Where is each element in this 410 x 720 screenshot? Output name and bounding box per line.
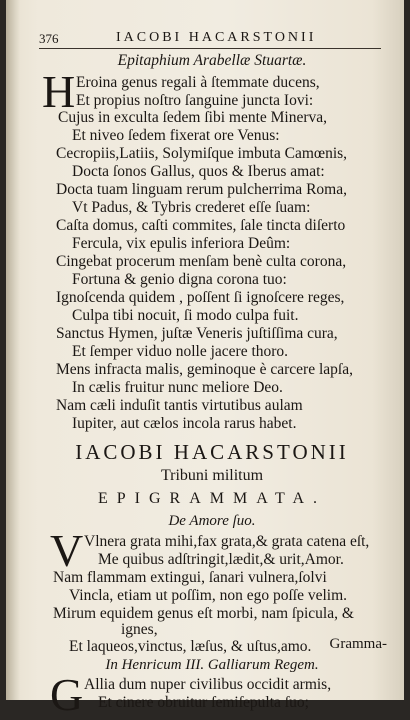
epitaph-line-5: Cecropiis,Latiis, Solymiſque imbuta Camœnis, [56,145,348,162]
epitaph-line-9: Caſta domus, caſti commites, ſale tincta diſerto [56,217,346,234]
author-subtitle: Tribuni militum [160,467,264,484]
epitaph-line-4: Et niveo ſedem fixerat ore Venus: [72,127,280,144]
poem1-dropcap: V [50,525,84,576]
running-title: IACOBI HACARSTONII [116,30,317,45]
epitaph-line-11: Cingebat procerum menſam benè culta corona, [56,253,347,270]
epitaph-line-3: Cujus in exculta ſedem ſibi mente Minerva, [58,109,328,126]
epitaph-title: Epitaphium Arabellæ Stuartæ. [117,52,307,69]
epitaph-line-10: Fercula, vix epulis inferiora Deûm: [72,235,291,252]
poem1-line-6: ignes, [121,621,158,638]
epigrammata-heading: EPIGRAMMATA. [97,490,327,507]
epitaph-line-18: In cælis fruitur nunc meliore Deo. [72,379,283,396]
epitaph-line-14: Culpa tibi nocuit, ſi modo culpa fuit. [72,307,299,324]
poem2-title: In Henricum III. Galliarum Regem. [105,657,319,673]
epitaph-line-15: Sanctus Hymen, juſtæ Veneris juſtiſſima cura, [56,325,338,342]
epitaph-line-7: Docta tuam linguam rerum pulcherrima Roma, [56,181,347,198]
epitaph-line-17: Mens infracta malis, geminoque è carcere lapſa, [56,361,353,378]
epitaph-line-12: Fortuna & genio digna corona tuo: [72,271,287,288]
epitaph-line-6: Docta ſonos Gallus, quos & Iberus amat: [72,163,325,180]
epitaph-line-19: Nam cæli induſit tantis virtutibus aulam [56,397,303,414]
poem2-line-1: Allia dum nuper civilibus occidit armis, [84,676,332,693]
header-rule [39,48,381,49]
poem1-line-2: Me quibus adſtringit,lædit,& urit,Amor. [98,551,344,568]
epitaph-line-20: Iupiter, aut cælos incola rarus habet. [72,415,297,432]
poem1-line-7: Et laqueos,vinctus, læſus, & uſtus,amo. [69,638,312,655]
epitaph-line-13: Ignoſcenda quidem , poſſent ſi ignoſcere reges, [56,289,345,306]
poem1-line-3: Nam flammam extingui, ſanari vulnera,ſolvi [53,569,327,586]
poem2-dropcap: G [50,669,84,720]
book-page [6,0,404,720]
epitaph-line-1: Eroina genus regali à ſtemmate ducens, [76,74,320,91]
poem2-line-2: Et cinere obruitur ſemiſepulta ſuo; [98,694,309,711]
poem1-title: De Amore ſuo. [168,513,256,529]
epitaph-line-2: Et propius noſtro ſanguine juncta Iovi: [76,92,314,109]
epitaph-dropcap: H [42,66,76,117]
catchword: Gramma- [329,636,387,652]
poem1-line-4: Vincla, etiam ut poſſim, non ego poſſe velim. [69,587,348,604]
page-gutter-shadow [6,0,20,700]
page-number: 376 [39,31,59,46]
poem1-line-1: Vlnera grata mihi,fax grata,& grata catena eſt, [84,533,370,550]
epitaph-line-16: Et ſemper viduo nolle jacere thoro. [72,343,289,360]
author-heading: IACOBI HACARSTONII [75,440,349,464]
epitaph-line-8: Vt Padus, & Tybris crederet eſſe ſuam: [72,199,311,216]
poem1-line-5: Mirum equidem genus eſt morbi, nam ſpicula, & [53,605,354,622]
